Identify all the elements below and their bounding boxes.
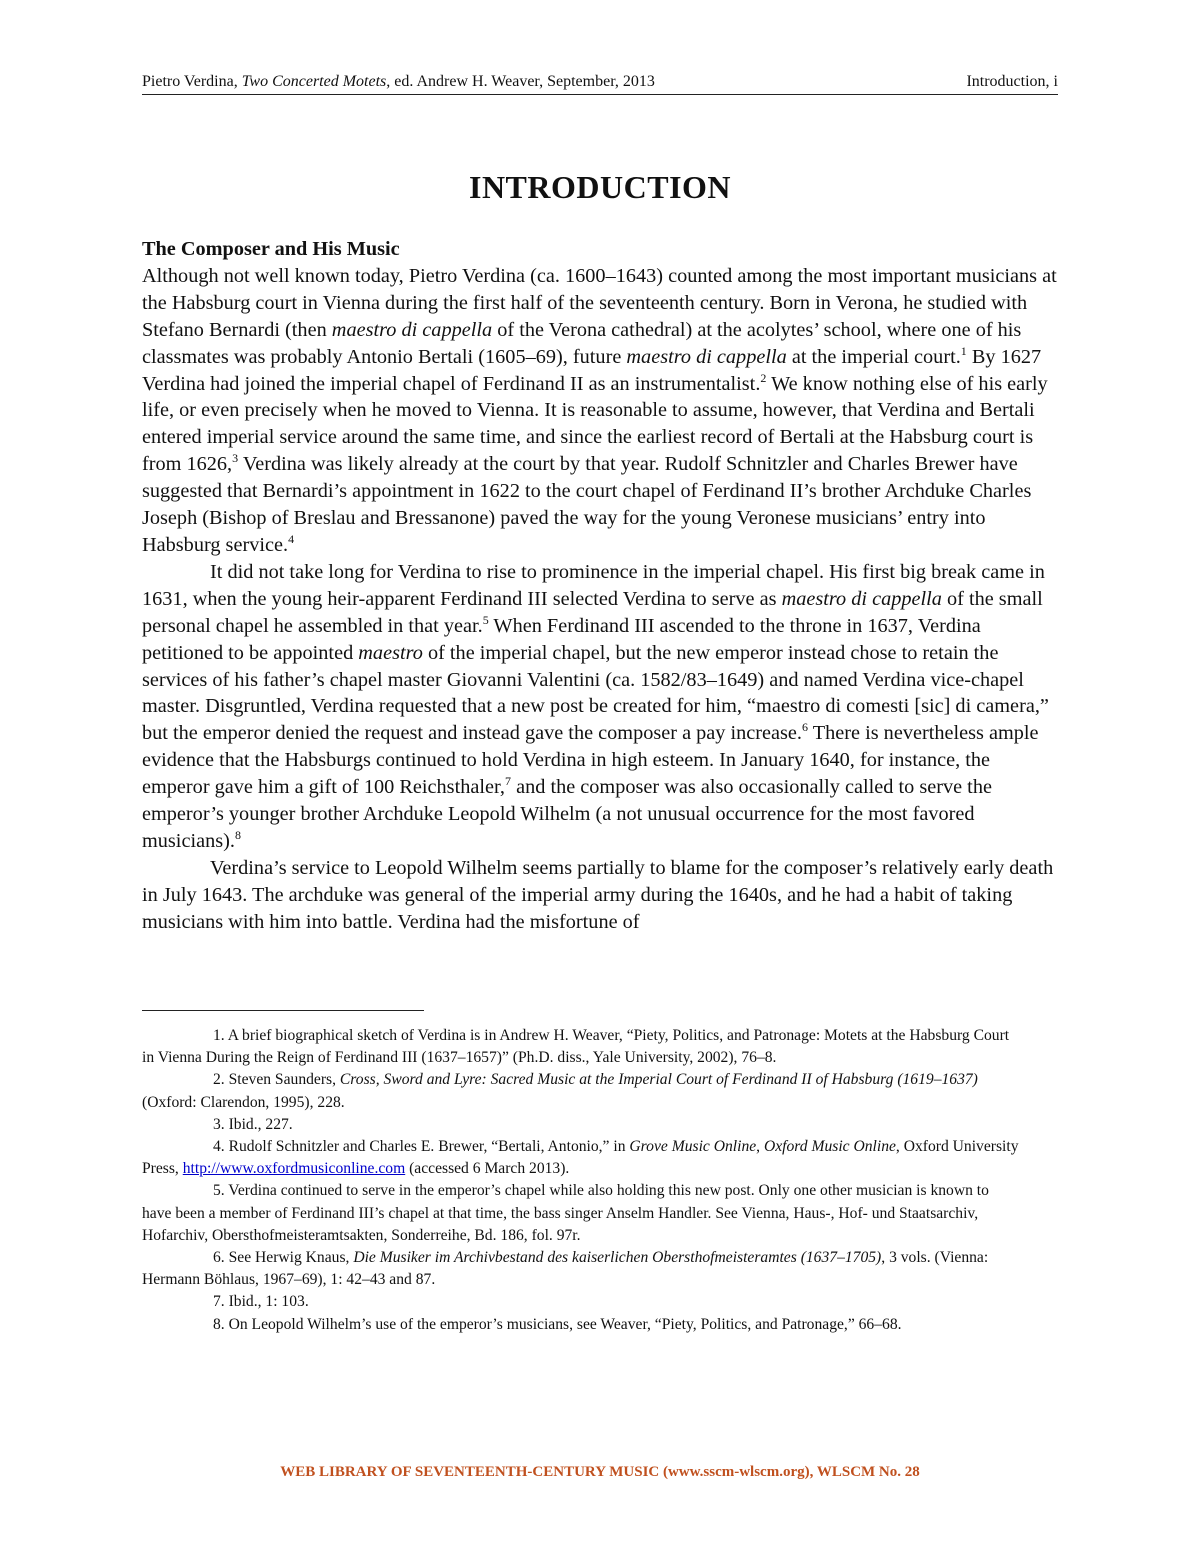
- footnote-ref-7[interactable]: 7: [505, 774, 512, 789]
- footnote-ref-3[interactable]: 3: [232, 451, 239, 466]
- italic-run: maestro di cappella: [626, 345, 787, 368]
- paragraph-2: [142, 559, 1058, 855]
- text-run: 4. Rudolf Schnitzler and Charles E. Brewer, “Bertali, Antonio,” in: [213, 1138, 630, 1156]
- footnote-4: [142, 1136, 1022, 1180]
- oxford-music-online-link[interactable]: http://www.oxfordmusiconline.com: [182, 1160, 406, 1178]
- header-right: Introduction, i: [966, 73, 1058, 90]
- footnote-7: 7. Ibid., 1: 103.: [213, 1293, 309, 1311]
- italic-run: Oxford Music Online: [763, 1138, 896, 1156]
- text-run: at the imperial court.: [786, 345, 961, 368]
- section-heading: The Composer and His Music: [142, 238, 400, 260]
- footnotes: [142, 1025, 1022, 1336]
- header-work-title: Two Concerted Motets: [241, 73, 387, 90]
- italic-run: Grove Music Online: [629, 1138, 757, 1156]
- footnote-1: 1. A brief biographical sketch of Verdina is in Andrew H. Weaver, “Piety, Politics, and Patronage: Motets at the Habsburg Court in Vienna During the Reign of Ferdinand III (1637–1657)” (Ph.D. diss., Yale University, 2002), 76–8.: [142, 1027, 1010, 1067]
- italic-run: Cross, Sword and Lyre: Sacred Music at the Imperial Court of Ferdinand II of Habsburg (1619–1637): [339, 1071, 978, 1089]
- text-run: of the Verona cathedral) at the acolytes’ school, where one of his classmates was probably Antonio Bertali (1605–69), future: [142, 318, 1022, 368]
- text-run: of the imperial chapel, but the new emperor instead chose to retain the services of his father’s chapel master Giovanni Valentini (ca. 1582/83–1649) and named Verdina vice-chapel master. Disgruntled, Verdina requested that a new post be created for him, “maestro di comesti [sic] di camera,” but the emperor denied the request and instead gave the composer a pay increase.: [142, 641, 1049, 745]
- text-run: of the small personal chapel he assembled in that year.: [142, 587, 1043, 637]
- footnote-6: [142, 1247, 1022, 1291]
- text-run: , 3 vols. (Vienna: Hermann Böhlaus, 1967–69), 1: 42–43 and 87.: [142, 1249, 989, 1289]
- running-header: [142, 72, 1058, 95]
- text-run: Verdina was likely already at the court by that year. Rudolf Schnitzler and Charles Brewer have suggested that Bernardi’s appointment in 1622 to the court chapel of Ferdinand II’s brother Archduke Charles Joseph (Bishop of Breslau and Bressanone) paved the way for the young Veronese musicians’ entry into Habsburg service.: [142, 453, 1032, 556]
- text-run: It did not take long for Verdina to rise to prominence in the imperial chapel. His first big break came in 1631, when the young heir-apparent Ferdinand III selected Verdina to serve as: [142, 560, 1045, 610]
- paragraph-1: [142, 263, 1058, 559]
- text-run: and the composer was also occasionally called to serve the emperor’s younger brother Archduke Leopold Wilhelm (a not unusual occurrence for the most favored musicians).: [142, 776, 992, 852]
- footnote-ref-6[interactable]: 6: [802, 720, 809, 735]
- footnote-ref-4[interactable]: 4: [288, 531, 295, 546]
- text-run: , Oxford University Press,: [142, 1138, 1019, 1178]
- text-run: ,: [756, 1138, 764, 1156]
- footnote-2: [142, 1069, 1022, 1113]
- text-run: When Ferdinand III ascended to the throne in 1637, Verdina petitioned to be appointed: [142, 614, 981, 664]
- italic-run: maestro di cappella: [781, 587, 942, 610]
- footnote-5: 5. Verdina continued to serve in the emperor’s chapel while also holding this new post. Only one other musician is known to have been a member of Ferdinand III’s chapel at that time, the bass singer Anselm Handler. See Vienna, Haus-, Hof- und Staatsarchiv, Hofarchiv, Obersthofmeisteramtsakten, Sonderreihe, Bd. 186, fol. 97r.: [142, 1182, 989, 1244]
- text-run: There is nevertheless ample evidence that the Habsburgs continued to hold Verdina in high esteem. In January 1640, for instance, the emperor gave him a gift of 100 Reichsthaler,: [142, 722, 1039, 799]
- text-run: (accessed 6 March 2013).: [405, 1160, 570, 1178]
- italic-run: Die Musiker im Archivbestand des kaiserlichen Obersthofmeisteramtes (1637–1705): [353, 1249, 882, 1267]
- header-author: Pietro Verdina,: [142, 73, 242, 90]
- paragraph-3: Verdina’s service to Leopold Wilhelm seems partially to blame for the composer’s relatively early death in July 1643. The archduke was general of the imperial army during the 1640s, and he had a habit of taking musicians with him into battle. Verdina had the misfortune of: [142, 856, 1054, 933]
- header-edition: , ed. Andrew H. Weaver, September, 2013: [386, 73, 655, 90]
- footnote-ref-8[interactable]: 8: [234, 827, 241, 842]
- footnote-3: 3. Ibid., 227.: [213, 1115, 293, 1133]
- text-run: Although not well known today, Pietro Verdina (ca. 1600–1643) counted among the most important musicians at the Habsburg court in Vienna during the first half of the seventeenth century. Born in Verona, he studied with Stefano Bernardi (then: [142, 264, 1057, 341]
- header-left: [142, 72, 655, 92]
- italic-run: maestro di cappella: [331, 318, 493, 341]
- text-run: By 1627 Verdina had joined the imperial chapel of Ferdinand II as an instrumentalist.: [142, 345, 1042, 395]
- text-run: We know nothing else of his early life, or even precisely when he moved to Vienna. It is reasonable to assume, however, that Verdina and Bertali entered imperial service around the same time, and since the earliest record of Bertali at the Habsburg court is from 1626,: [142, 372, 1048, 476]
- footnote-ref-1[interactable]: 1: [960, 343, 967, 358]
- footnote-ref-5[interactable]: 5: [482, 612, 489, 627]
- footnote-8: 8. On Leopold Wilhelm’s use of the emperor’s musicians, see Weaver, “Piety, Politics, and Patronage,” 66–68.: [213, 1315, 902, 1333]
- text-run: 2. Steven Saunders,: [213, 1071, 340, 1089]
- body-text: [142, 236, 1058, 936]
- page-footer: WEB LIBRARY OF SEVENTEENTH-CENTURY MUSIC (www.sscm-wlscm.org), WLSCM No. 28: [280, 1464, 920, 1480]
- text-run: 6. See Herwig Knaus,: [213, 1249, 354, 1267]
- footnote-ref-2[interactable]: 2: [760, 370, 767, 385]
- footnote-divider: [142, 1010, 424, 1011]
- text-run: (Oxford: Clarendon, 1995), 228.: [142, 1093, 345, 1111]
- italic-run: maestro: [358, 641, 423, 664]
- page-title: INTRODUCTION: [468, 169, 732, 205]
